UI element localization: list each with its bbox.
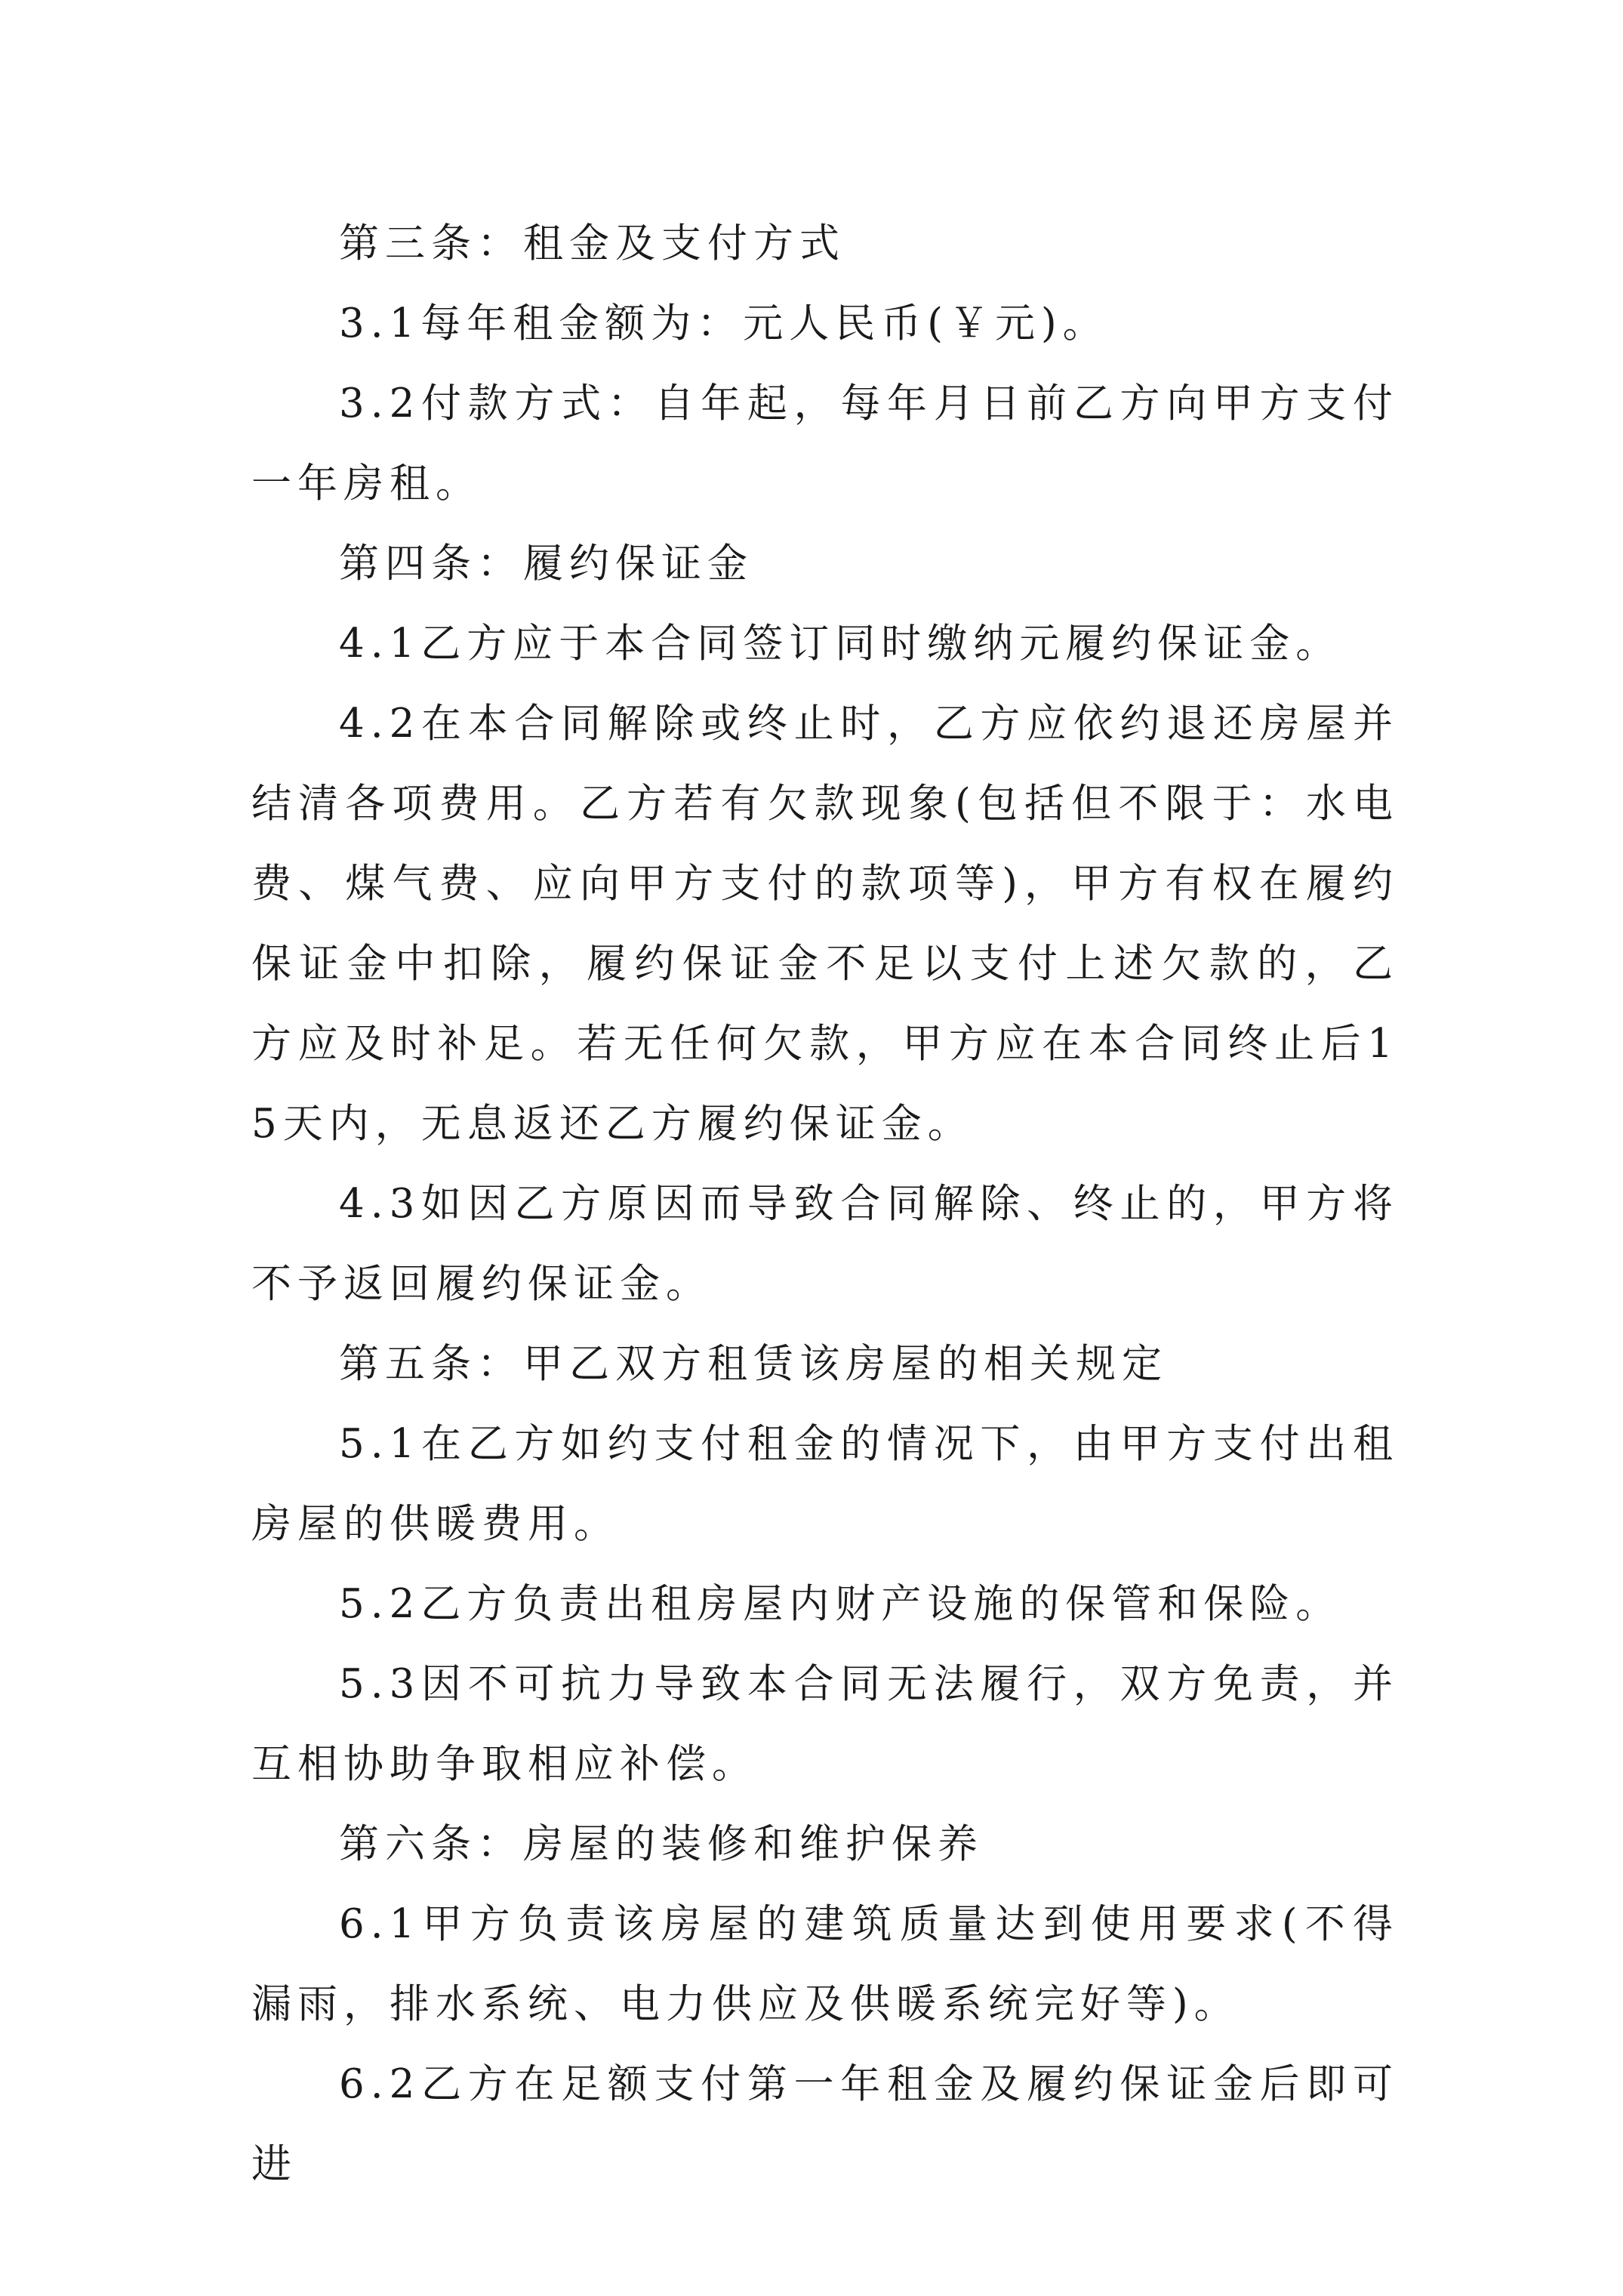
article-3-heading: 第三条：租金及支付方式 [339, 220, 845, 267]
clause-4-1: 4.1乙方应于本合同签订同时缴纳元履约保证金。 [339, 621, 1342, 667]
clause-5-3: 5.3因不可抗力导致本合同无法履行，双方免责，并互相协助争取相应补偿。 [251, 1661, 1399, 1787]
article-6-heading: 第六条：房屋的装修和维护保养 [339, 1821, 984, 1867]
clause-4-3: 4.3如因乙方原因而导致合同解除、终止的，甲方将不予返回履约保证金。 [251, 1181, 1399, 1307]
clause-4-2: 4.2在本合同解除或终止时，乙方应依约退还房屋并结清各项费用。乙方若有欠款现象(包括但不限于：水电费、煤气费、应向甲方支付的款项等)，甲方有权在履约保证金中扣除，履约保证金不足以支付上述欠款的，乙方应及时补足。若无任何欠款，甲方应在本合同终止后15天内，无息返还乙方履约保证金。 [251, 701, 1399, 1147]
clause-6-2: 6.2乙方在足额支付第一年租金及履约保证金后即可进 [251, 2061, 1399, 2187]
article-5-heading: 第五条：甲乙双方租赁该房屋的相关规定 [339, 1341, 1168, 1387]
document-body [251, 204, 1399, 2205]
clause-3-2: 3.2付款方式：自年起，每年月日前乙方向甲方支付一年房租。 [251, 381, 1399, 507]
clause-6-1: 6.1甲方负责该房屋的建筑质量达到使用要求(不得漏雨，排水系统、电力供应及供暖系统完好等)。 [251, 1901, 1399, 2027]
clause-5-2: 5.2乙方负责出租房屋内财产设施的保管和保险。 [339, 1581, 1342, 1627]
article-4-heading: 第四条：履约保证金 [339, 541, 753, 587]
clause-3-1: 3.1每年租金额为：元人民币(￥元)。 [339, 300, 1109, 347]
clause-5-1: 5.1在乙方如约支付租金的情况下，由甲方支付出租房屋的供暖费用。 [251, 1421, 1399, 1547]
